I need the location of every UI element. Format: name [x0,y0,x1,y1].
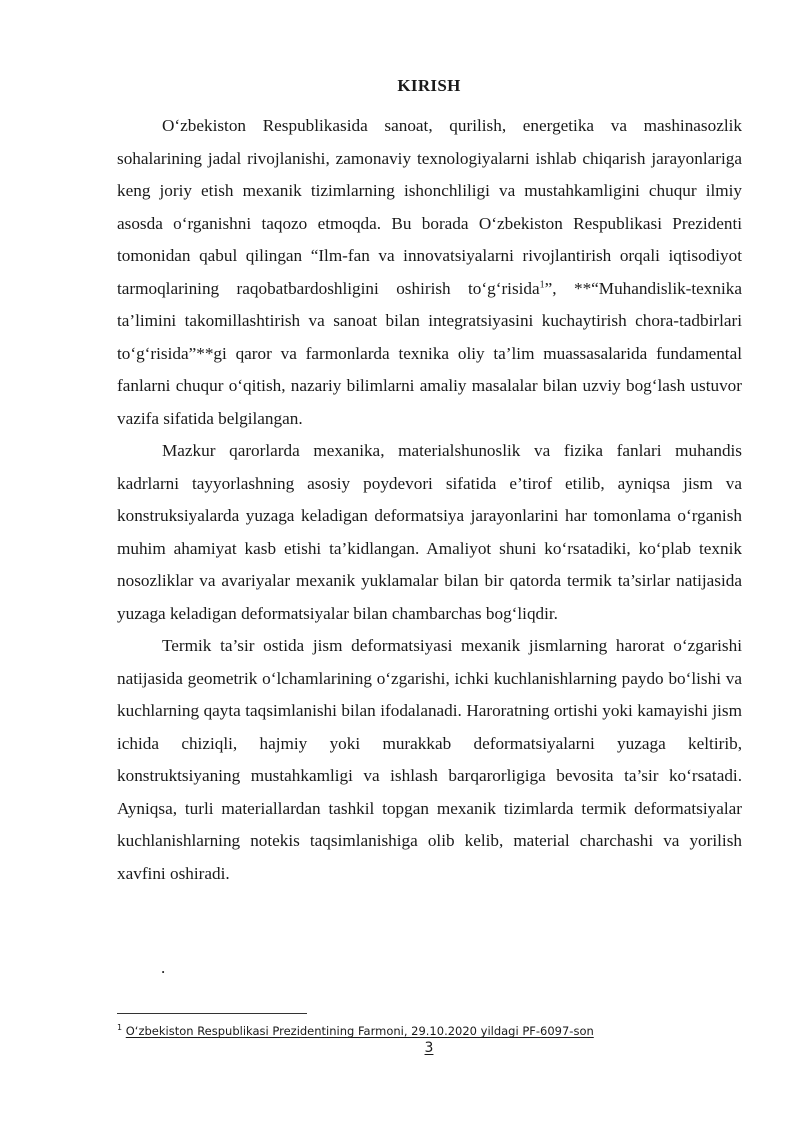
paragraph-1-text-a: O‘zbekiston Respublikasida sanoat, qurilish, energetika va mashinasozlik sohalarining jadal rivojlanishi, zamonaviy texnologiyalarni ishlab chiqarish jarayonlariga keng joriy etish mexanik tizimlarning ishonchliligi va mustahkamligini chuqur ilmiy asosda o‘rganishni taqozo etmoqda. Bu borada O‘zbekiston Respublikasi Prezidenti tomonidan qabul qilingan “Ilm-fan va innovatsiyalarni rivojlantirish orqali iqtisodiyot tarmoqlarining raqobatbardoshligini oshirish to‘g‘risida [117,116,742,298]
paragraph-1 [117,110,742,435]
paragraph-3: Termik ta’sir ostida jism deformatsiyasi mexanik jismlarning harorat o‘zgarishi natijasida geometrik o‘lchamlarining o‘zgarishi, ichki kuchlanishlarning paydo bo‘lishi va kuchlarning qayta taqsimlanishi bilan ifodalanadi. Haroratning ortishi yoki kamayishi jism ichida chiziqli, hajmiy yoki murakkab deformatsiyalarni yuzaga keltirib, konstruktsiyaning mustahkamligi va ishlash barqarorligiga bevosita ta’sir ko‘rsatadi. Ayniqsa, turli materiallardan tashkil topgan mexanik tizimlarda termik deformatsiyalar kuchlanishlarning notekis taqsimlanishiga olib kelib, material charchashi va yorilish xavfini oshiradi. [117,636,742,883]
paragraph-2: Mazkur qarorlarda mexanika, materialshunoslik va fizika fanlari muhandis kadrlarni tayyorlashning asosiy poydevori sifatida e’tirof etilib, ayniqsa jism va konstruksiyalarda yuzaga keladigan deformatsiya jarayonlarini har tomonlama o‘rganish muhim ahamiyat kasb etishi ta’kidlangan. Amaliyot shuni ko‘rsatadiki, ko‘plab texnik nosozliklar va avariyalar mexanik yuklamalar bilan bir qatorda termik ta’sirlar natijasida yuzaga keladigan deformatsiyalar bilan chambarchas bog‘liqdir. [117,441,742,623]
section-heading: KIRISH [397,76,461,95]
page-number: 3 [424,1040,434,1056]
paragraph-1-text-b: ”, **“Muhandislik-texnika ta’limini takomillashtirish va sanoat bilan integratsiyasini kuchaytirish chora-tadbirlari to‘g‘risida”**gi qaror va farmonlarda texnika oliy ta’lim muassasalarida fundamental fanlarni chuqur o‘qitish, nazariy bilimlarni amaliy masalalar bilan uzviy bog‘lash ustuvor vazifa sifatida belgilangan. [117,278,742,428]
body-text [117,110,742,890]
footnote-reference[interactable]: 1 [539,278,545,290]
footnote [117,1020,757,1039]
footnote-separator [117,1013,307,1014]
footnote-text: O‘zbekiston Respublikasi Prezidentining Farmoni, 29.10.2020 yildagi PF-6097-son [125,1023,594,1038]
stray-dot: . [161,958,166,977]
footnote-marker: 1 [117,1023,123,1032]
